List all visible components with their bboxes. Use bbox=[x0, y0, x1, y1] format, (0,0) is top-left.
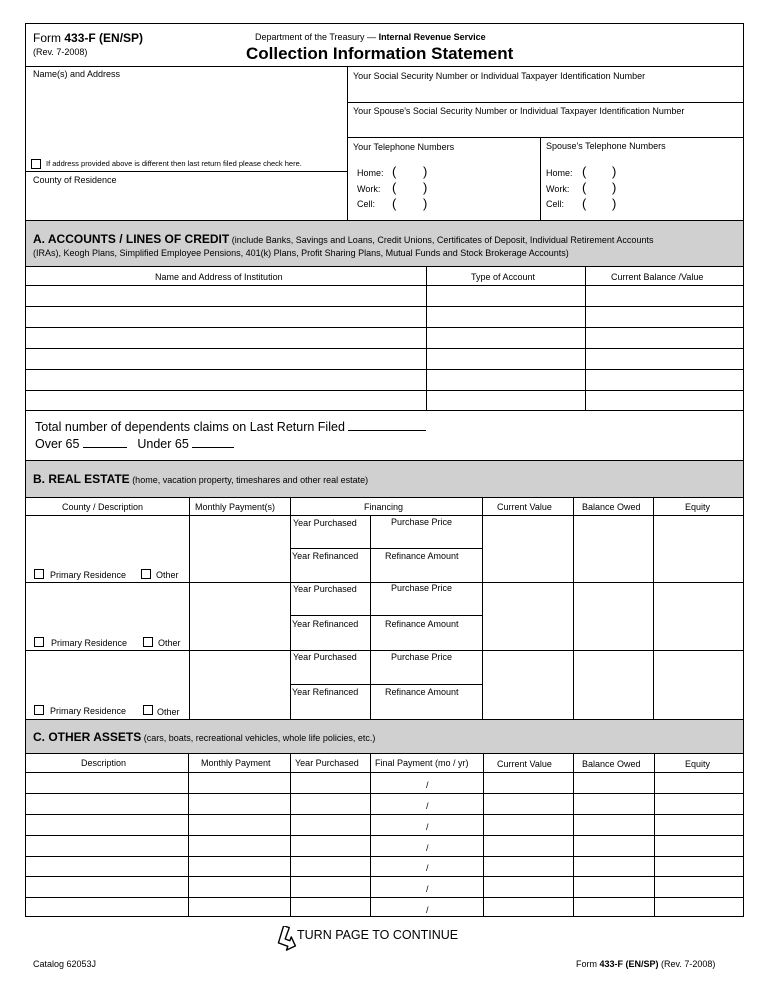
dependents-total-field[interactable] bbox=[348, 419, 426, 431]
ssn-field[interactable] bbox=[352, 84, 740, 100]
col-final-payment: Final Payment (mo / yr) bbox=[375, 758, 469, 768]
spouse-cell-label: Cell: bbox=[546, 199, 565, 209]
col-balance-owed: Balance Owed bbox=[582, 502, 641, 512]
account-row[interactable] bbox=[26, 391, 743, 410]
asset-row[interactable] bbox=[26, 877, 743, 897]
paren: ( bbox=[392, 164, 397, 179]
dependents-age-line: Over 65 Under 65 bbox=[35, 436, 234, 452]
property-balance-owed-field[interactable] bbox=[575, 652, 652, 717]
dependents-line: Total number of dependents claims on Last Return Filed bbox=[35, 419, 426, 435]
property-monthly-payment-field[interactable] bbox=[191, 517, 288, 580]
county-field[interactable] bbox=[30, 188, 342, 216]
spouse-phone-label: Spouse's Telephone Numbers bbox=[546, 141, 666, 151]
col-current-value: Current Value bbox=[497, 502, 552, 512]
primary-residence-label: Primary Residence bbox=[50, 706, 127, 716]
spouse-ssn-field[interactable] bbox=[352, 119, 740, 135]
paren: ( bbox=[582, 180, 587, 195]
account-row[interactable] bbox=[26, 286, 743, 306]
cell-label: Cell: bbox=[357, 199, 376, 209]
county-label: County of Residence bbox=[33, 175, 117, 185]
spouse-home-label: Home: bbox=[546, 168, 573, 178]
account-row[interactable] bbox=[26, 328, 743, 348]
col-county: County / Description bbox=[62, 502, 144, 512]
paren: ) bbox=[612, 196, 617, 211]
paren: ) bbox=[423, 180, 428, 195]
col-current-value: Current Value bbox=[497, 759, 552, 769]
form-revision: (Rev. 7-2008) bbox=[33, 47, 88, 57]
footer-form-number: Form 433-F (EN/SP) (Rev. 7-2008) bbox=[576, 959, 716, 969]
section-a-desc: (IRAs), Keogh Plans, Simplified Employee Pensions, 401(k) Plans, Profit Sharing Plans, Mutual Funds and Stock Brokerage Accounts) bbox=[33, 248, 569, 258]
col-equity: Equity bbox=[685, 502, 711, 512]
year-refinanced-label: Year Refinanced bbox=[292, 687, 359, 697]
col-institution: Name and Address of Institution bbox=[155, 272, 283, 282]
spouse-phone-fields[interactable] bbox=[620, 164, 738, 214]
other-label: Other bbox=[158, 638, 181, 648]
account-row[interactable] bbox=[26, 370, 743, 390]
date-slash: / bbox=[426, 863, 429, 873]
purchase-price-label: Purchase Price bbox=[391, 652, 453, 662]
department: Department of the Treasury — Internal Revenue Service bbox=[255, 32, 486, 42]
date-slash: / bbox=[426, 780, 429, 790]
date-slash: / bbox=[426, 884, 429, 894]
work-label: Work: bbox=[357, 184, 381, 194]
property-current-value-field[interactable] bbox=[484, 652, 572, 717]
col-description: Description bbox=[81, 758, 127, 768]
other-checkbox[interactable] bbox=[141, 569, 151, 579]
property-monthly-payment-field[interactable] bbox=[191, 652, 288, 717]
property-current-value-field[interactable] bbox=[484, 584, 572, 648]
primary-residence-label: Primary Residence bbox=[50, 570, 127, 580]
year-purchased-label: Year Purchased bbox=[293, 584, 357, 594]
asset-row[interactable] bbox=[26, 815, 743, 835]
refinance-amount-label: Refinance Amount bbox=[385, 619, 459, 629]
paren: ( bbox=[582, 164, 587, 179]
property-equity-field[interactable] bbox=[655, 584, 742, 648]
spouse-ssn-label: Your Spouse's Social Security Number or Individual Taxpayer Identification Number bbox=[353, 106, 685, 116]
date-slash: / bbox=[426, 905, 429, 915]
col-balance: Current Balance /Value bbox=[611, 272, 704, 282]
other-label: Other bbox=[157, 707, 180, 717]
section-b-title: B. REAL ESTATE (home, vacation property, timeshares and other real estate) bbox=[33, 472, 369, 486]
asset-row[interactable] bbox=[26, 794, 743, 814]
date-slash: / bbox=[426, 843, 429, 853]
home-label: Home: bbox=[357, 168, 384, 178]
primary-residence-checkbox[interactable] bbox=[34, 637, 44, 647]
paren: ) bbox=[612, 180, 617, 195]
primary-residence-checkbox[interactable] bbox=[34, 569, 44, 579]
asset-row[interactable] bbox=[26, 836, 743, 856]
ssn-label: Your Social Security Number or Individual Taxpayer Identification Number bbox=[353, 71, 646, 81]
col-year-purchased: Year Purchased bbox=[295, 758, 359, 768]
names-address-field[interactable] bbox=[30, 82, 342, 152]
property-description-field[interactable] bbox=[28, 653, 186, 701]
date-slash: / bbox=[426, 801, 429, 811]
purchase-price-label: Purchase Price bbox=[391, 583, 453, 593]
primary-residence-label: Primary Residence bbox=[51, 638, 128, 648]
address-change-checkbox[interactable] bbox=[31, 159, 41, 169]
col-account-type: Type of Account bbox=[471, 272, 536, 282]
purchase-price-label: Purchase Price bbox=[391, 517, 453, 527]
other-label: Other bbox=[156, 570, 179, 580]
paren: ( bbox=[392, 180, 397, 195]
address-change-label: If address provided above is different then last return filed please check here. bbox=[46, 159, 302, 168]
refinance-amount-label: Refinance Amount bbox=[385, 551, 459, 561]
your-phone-fields[interactable] bbox=[430, 164, 535, 214]
paren: ) bbox=[423, 196, 428, 211]
asset-row[interactable] bbox=[26, 773, 743, 793]
date-slash: / bbox=[426, 822, 429, 832]
account-row[interactable] bbox=[26, 349, 743, 369]
other-checkbox[interactable] bbox=[143, 637, 153, 647]
property-description-field[interactable] bbox=[28, 585, 186, 633]
col-equity: Equity bbox=[685, 759, 711, 769]
col-monthly-payment: Monthly Payment(s) bbox=[195, 502, 276, 512]
year-purchased-label: Year Purchased bbox=[293, 652, 357, 662]
catalog-number: Catalog 62053J bbox=[33, 959, 97, 969]
paren: ( bbox=[392, 196, 397, 211]
asset-row[interactable] bbox=[26, 898, 743, 916]
col-financing: Financing bbox=[364, 502, 404, 512]
section-c-title: C. OTHER ASSETS (cars, boats, recreational vehicles, whole life policies, etc.) bbox=[33, 730, 376, 744]
section-a-title: A. ACCOUNTS / LINES OF CREDIT (include Banks, Savings and Loans, Credit Unions, Certificates of Deposit, Individual Retirement Accounts bbox=[33, 232, 654, 246]
paren: ( bbox=[582, 196, 587, 211]
turn-page-text: TURN PAGE TO CONTINUE bbox=[297, 928, 459, 942]
phone-label: Your Telephone Numbers bbox=[353, 142, 455, 152]
year-purchased-label: Year Purchased bbox=[293, 518, 357, 528]
paren: ) bbox=[423, 164, 428, 179]
year-refinanced-label: Year Refinanced bbox=[292, 619, 359, 629]
col-balance-owed: Balance Owed bbox=[582, 759, 641, 769]
col-monthly-payment: Monthly Payment bbox=[201, 758, 271, 768]
property-equity-field[interactable] bbox=[655, 652, 742, 717]
year-refinanced-label: Year Refinanced bbox=[292, 551, 359, 561]
property-monthly-payment-field[interactable] bbox=[191, 584, 288, 648]
property-balance-owed-field[interactable] bbox=[575, 584, 652, 648]
property-description-field[interactable] bbox=[28, 518, 186, 566]
asset-row[interactable] bbox=[26, 857, 743, 876]
form-number: Form 433-F (EN/SP) bbox=[33, 31, 144, 45]
other-checkbox[interactable] bbox=[143, 705, 153, 715]
spouse-work-label: Work: bbox=[546, 184, 570, 194]
over-65-field[interactable] bbox=[83, 436, 127, 448]
account-row[interactable] bbox=[26, 307, 743, 327]
paren: ) bbox=[612, 164, 617, 179]
under-65-field[interactable] bbox=[192, 436, 234, 448]
form-title: Collection Information Statement bbox=[246, 44, 514, 63]
property-current-value-field[interactable] bbox=[484, 517, 572, 580]
refinance-amount-label: Refinance Amount bbox=[385, 687, 459, 697]
property-balance-owed-field[interactable] bbox=[575, 517, 652, 580]
names-address-label: Name(s) and Address bbox=[33, 69, 121, 79]
primary-residence-checkbox[interactable] bbox=[34, 705, 44, 715]
property-equity-field[interactable] bbox=[655, 517, 742, 580]
